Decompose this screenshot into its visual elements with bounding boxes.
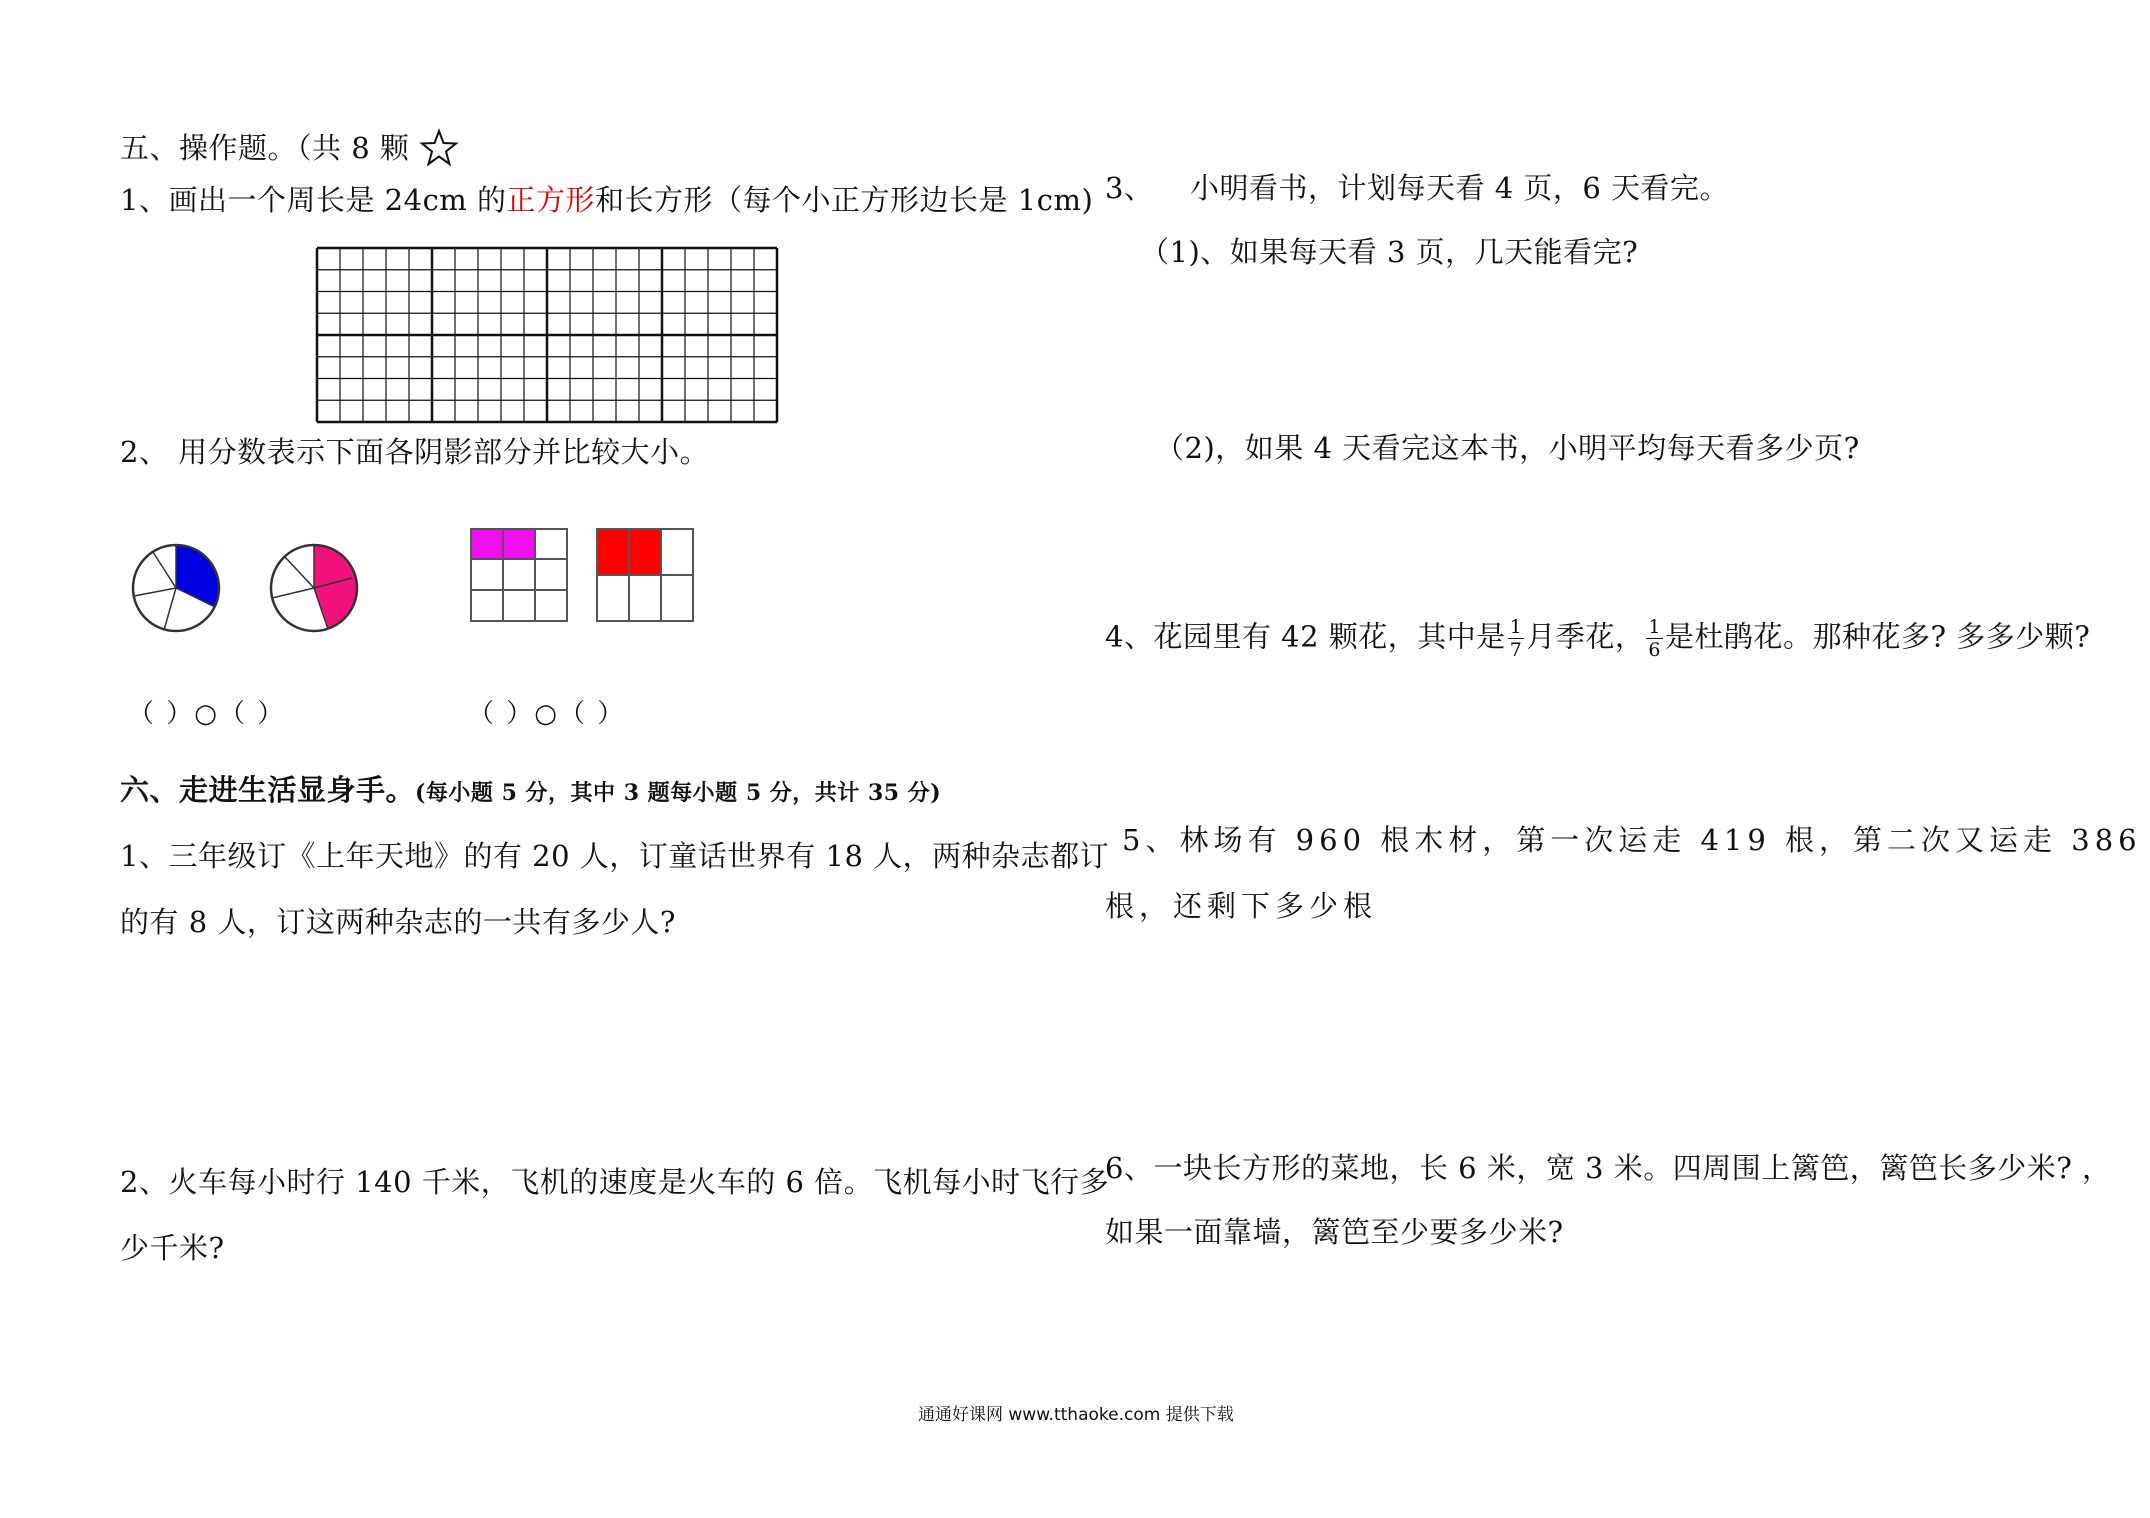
r-q3-text: 小明看书，计划每天看 4 页，6 天看完。 xyxy=(1190,171,1730,205)
star-icon xyxy=(419,128,459,168)
q6-1-line2: 的有 8 人，订这两种杂志的一共有多少人? xyxy=(120,905,676,939)
fraction-one-seventh: $\frac{1}{7}$ xyxy=(1509,616,1523,661)
footer-source: 通通好课网 www.tthaoke.com 提供下载 xyxy=(918,1405,1234,1425)
circle-blue-shade xyxy=(176,545,219,607)
r-q5-line1: 5、林场有 960 根木材，第一次运走 419 根，第二次又运走 386 xyxy=(1122,823,2142,857)
section6-title: 六、走进生活显身手。(每小题 5 分，其中 3 题每小题 5 分，共计 35 分) xyxy=(120,773,942,807)
section5-title: 五、操作题。（共 8 颗 xyxy=(120,128,459,168)
r-q5-line2: 根，还剩下多少根 xyxy=(1105,889,1378,923)
grid-magenta-fraction xyxy=(470,528,570,624)
fraction-one-sixth: $\frac{1}{6}$ xyxy=(1648,616,1661,661)
compare-circles: （ ）○（ ） xyxy=(128,699,286,729)
grid-paper xyxy=(315,246,780,426)
q5-2-text: 2、 用分数表示下面各阴影部分并比较大小。 xyxy=(120,435,710,469)
grid-red-fraction xyxy=(596,528,696,624)
q6-2-line1: 2、火车每小时行 140 千米，飞机的速度是火车的 6 倍。飞机每小时飞行多 xyxy=(120,1165,1110,1199)
r-q3-number: 3、 xyxy=(1105,171,1154,205)
r-q3-sub2: （2)，如果 4 天看完这本书，小明平均每天看多少页? xyxy=(1155,431,1860,465)
r-q6-line1: 6、一块长方形的菜地，长 6 米，宽 3 米。四周围上篱笆，篱笆长多少米? ， xyxy=(1105,1151,2112,1185)
compare-grids: （ ）○（ ） xyxy=(468,699,626,729)
q5-1-text: 1、画出一个周长是 24cm 的正方形和长方形（每个小正方形边长是 1cm) xyxy=(120,183,1094,217)
q6-2-line2: 少千米? xyxy=(120,1231,225,1265)
r-q3-sub1: （1)、如果每天看 3 页，几天能看完? xyxy=(1140,235,1639,269)
q6-1-line1: 1、三年级订《上年天地》的有 20 人，订童话世界有 18 人，两种杂志都订 xyxy=(120,839,1110,873)
circle-blue-fraction xyxy=(128,540,224,636)
r-q6-line2: 如果一面靠墙，篱笆至少要多少米? xyxy=(1105,1215,1564,1249)
r-q4-text: 4、花园里有 42 颗花，其中是 $\frac{1}{7}$ 月季花， $\frac{1}{6}$ 是杜鹃花。那种花多? 多多少颗? xyxy=(1105,616,2091,661)
circle-pink-fraction xyxy=(266,540,362,636)
